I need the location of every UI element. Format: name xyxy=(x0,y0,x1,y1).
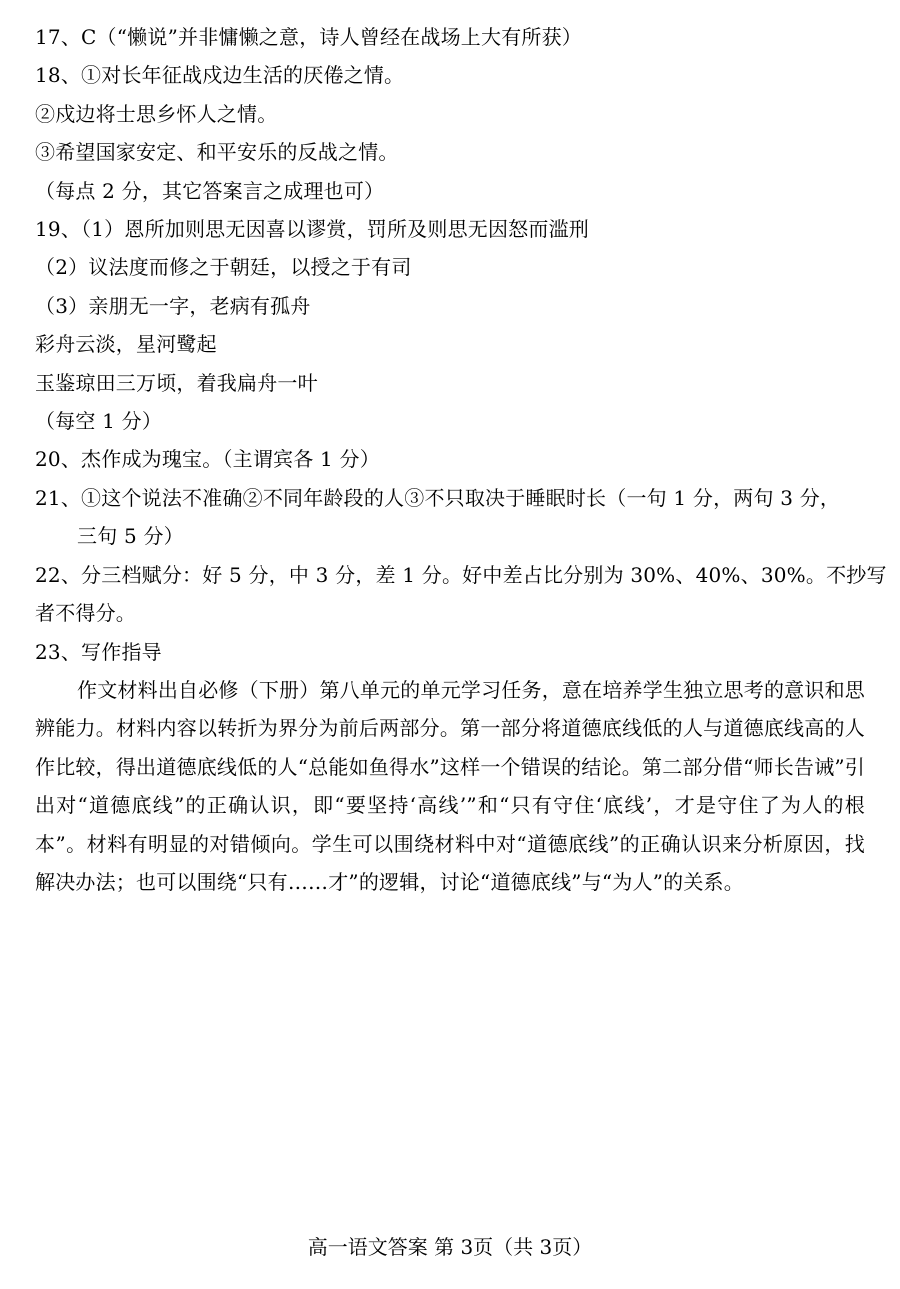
answer-19-scoring-note: （每空 1 分） xyxy=(35,409,163,434)
answer-20: 20、杰作成为瑰宝。（主谓宾各 1 分） xyxy=(35,447,380,472)
answer-17: 17、C（“懒说”并非慵懒之意，诗人曾经在战场上大有所获） xyxy=(35,25,583,49)
answer-23-paragraph: 作文材料出自必修（下册）第八单元的单元学习任务，意在培养学生独立思考的意识和思辨能力。材料内容以转折为界分为前后两部分。第一部分将道德底线低的人与道德底线高的人作比较，得出道德底线低的人“总能如鱼得水”这样一个错误的结论。第二部分借“师长告诫”引出对“道德底线”的正确认识，即“要坚持‘高线’”和“只有守住‘底线’，才是守住了为人的根本”。材料有明显的对错倾向。学生可以围绕材料中对“道德底线”的正确认识来分析原因，找解决办法；也可以围绕“只有……才”的逻辑，讨论“道德底线”与“为人”的关系。 xyxy=(35,677,865,894)
answer-19-line-1: 19、（1）恩所加则思无因喜以谬赏，罚所及则思无因怒而滥刑 xyxy=(35,217,589,242)
answer-18-scoring-note: （每点 2 分，其它答案言之成理也可） xyxy=(35,178,385,203)
answer-19-line-3: （3）亲朋无一字，老病有孤舟 xyxy=(35,293,311,318)
answer-21-line-1: 21、①这个说法不准确②不同年龄段的人③不只取决于睡眠时长（一句 1 分，两句 3 分， xyxy=(35,485,841,510)
answer-19-line-5: 玉鉴琼田三万顷，着我扁舟一叶 xyxy=(35,370,318,395)
answer-22-line-2: 者不得分。 xyxy=(35,601,136,626)
answer-content xyxy=(35,18,887,901)
answer-21-line-2: 三句 5 分） xyxy=(77,524,184,549)
answer-19-line-2: （2）议法度而修之于朝廷，以授之于有司 xyxy=(35,255,412,280)
answer-23-title: 23、写作指导 xyxy=(35,639,162,664)
answer-18-line-3: ③希望国家安定、和平安乐的反战之情。 xyxy=(35,140,399,165)
answer-18-line-1: 18、①对长年征战戍边生活的厌倦之情。 xyxy=(35,63,405,88)
answer-19-line-4: 彩舟云淡，星河鹭起 xyxy=(35,332,217,357)
answer-22-line-1: 22、分三档赋分：好 5 分，中 3 分，差 1 分。好中差占比分别为 30%、40%、30%。不抄写 xyxy=(35,562,887,587)
page-footer: 高一语文答案 第 3页（共 3页） xyxy=(307,1235,593,1259)
answer-18-line-2: ②戍边将士思乡怀人之情。 xyxy=(35,101,278,126)
